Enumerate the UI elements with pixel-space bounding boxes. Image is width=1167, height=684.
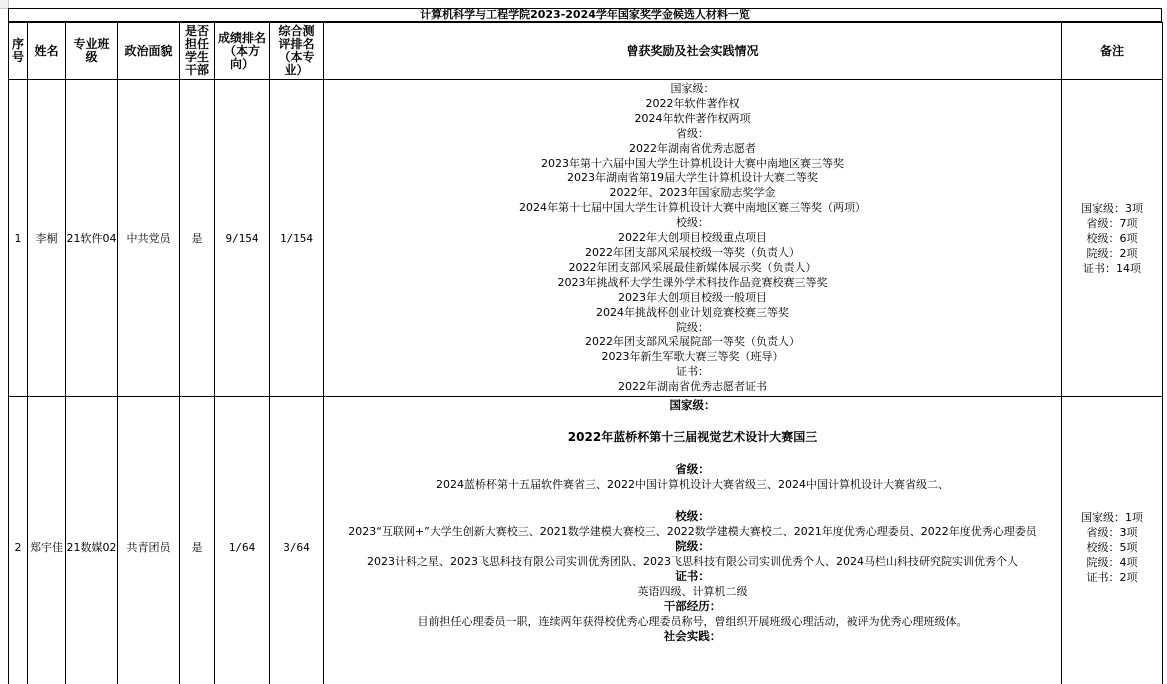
cell-awards[interactable] [324,80,1062,397]
cell-cadre[interactable]: 是 [180,397,215,684]
award-line: 2022年团支部风采展校级一等奖（负责人） [585,245,800,259]
cell-major[interactable]: 21数媒02 [66,397,118,684]
cell-remarks[interactable] [1062,80,1163,397]
award-line: 2023年第十六届中国大学生计算机设计大赛中南地区赛三等奖 [541,156,844,170]
cell-political[interactable]: 中共党员 [118,80,180,397]
award-provincial-item: 2024蓝桥杯第十五届软件赛省三、2022中国计算机设计大赛省级三、2024中国计算机设计大赛省级二、 [436,478,949,491]
remark-line: 证书：14项 [1083,261,1141,275]
award-level-national: 国家级： [669,398,716,412]
cell-name[interactable]: 郑宇佳 [28,397,66,684]
remark-line: 证书：2项 [1086,570,1138,584]
award-line: 2022年软件著作权 [645,96,740,110]
remark-line: 院级：4项 [1086,555,1138,569]
award-line: 省级： [676,126,709,140]
award-line: 2023年新生军歌大赛三等奖（班导） [601,350,784,364]
remark-line: 校级：5项 [1086,540,1138,554]
cell-grade-rank[interactable]: 9/154 [215,80,270,397]
award-line: 校级： [676,216,709,230]
table-row [9,397,1163,684]
cell-name[interactable]: 李桐 [28,80,66,397]
cell-political[interactable]: 共青团员 [118,397,180,684]
header-remarks[interactable]: 备注 [1062,23,1163,80]
award-cert-item: 英语四级、计算机二级 [637,585,748,598]
header-major[interactable]: 专业班 级 [66,23,118,80]
candidate-table [8,22,1163,684]
table-row [9,80,1163,397]
header-row [9,23,1163,80]
award-level-cert: 证书： [675,569,710,583]
award-line: 国家级： [670,82,715,95]
award-line: 2022年团支部风采展最佳新媒体展示奖（负责人） [568,260,817,274]
award-line: 2023年湖南省第19届大学生计算机设计大赛二等奖 [567,171,818,185]
header-cadre[interactable]: 是否 担任 学生 干部 [180,23,215,80]
award-line: 2022年湖南省优秀志愿者 [629,141,756,155]
header-political[interactable]: 政治面貌 [118,23,180,80]
remark-line: 校级：6项 [1086,231,1138,245]
remark-line: 国家级：3项 [1081,201,1143,215]
award-line: 2022年、2023年国家励志奖学金 [609,186,776,200]
header-name[interactable]: 姓名 [28,23,66,80]
cell-awards[interactable] [324,397,1062,684]
remarks-list [1062,510,1162,585]
award-level-college: 院级： [675,539,710,553]
award-cadre-item: 目前担任心理委员一职，连续两年获得校优秀心理委员称号，曾组织开展班级心理活动，被评为优秀心理班级体。 [417,615,968,628]
award-line: 院级： [676,320,709,334]
cell-overall-rank[interactable]: 3/64 [270,397,324,684]
header-grade-rank[interactable]: 成绩排名 （本方 向） [215,23,270,80]
remark-line: 省级：3项 [1086,525,1138,539]
award-level-social: 社会实践： [663,629,722,643]
sheet-title[interactable]: 计算机科学与工程学院2023-2024学年国家奖学金候选人材料一览 [8,8,1162,22]
cell-index[interactable]: 1 [9,80,28,397]
cell-remarks[interactable] [1062,397,1163,684]
award-school-item: 2023“互联网+”大学生创新大赛校三、2021数学建模大赛校三、2022数学建模大赛校二、2021年度优秀心理委员、2022年度优秀心理委员 [348,525,1037,538]
header-overall-rank[interactable]: 综合测 评排名 （本专 业） [270,23,324,80]
award-level-school: 校级： [675,509,710,523]
award-level-provincial: 省级： [675,462,710,476]
award-line: 2024年挑战杯创业计划竞赛校赛三等奖 [596,305,789,319]
remark-line: 省级：7项 [1086,216,1138,230]
award-line: 2023年挑战杯大学生课外学术科技作品竞赛校赛三等奖 [557,275,828,289]
header-awards[interactable]: 曾获奖励及社会实践情况 [324,23,1062,80]
remark-line: 院级：2项 [1086,246,1138,260]
cell-grade-rank[interactable]: 1/64 [215,397,270,684]
award-national-item: 2022年蓝桥杯第十三届视觉艺术设计大赛国三 [567,430,818,444]
award-line: 2022年团支部风采展院部一等奖（负责人） [585,335,800,349]
header-index[interactable]: 序 号 [9,23,28,80]
award-college-item: 2023计科之星、2023飞思科技有限公司实训优秀团队、2023飞思科技有限公司实训优秀个人、2024马栏山科技研究院实训优秀个人 [367,555,1018,568]
remarks-list [1062,201,1162,276]
remark-line: 国家级：1项 [1081,510,1143,524]
award-line: 2024年第十七届中国大学生计算机设计大赛中南地区赛三等奖（两项） [519,201,866,215]
award-line: 2024年软件著作权两项 [634,111,751,125]
cell-cadre[interactable]: 是 [180,80,215,397]
cell-overall-rank[interactable]: 1/154 [270,80,324,397]
award-line: 2023年大创项目校级一般项目 [618,290,767,304]
award-line: 2022年大创项目校级重点项目 [618,231,767,245]
cell-index[interactable]: 2 [9,397,28,684]
cell-major[interactable]: 21软件04 [66,80,118,397]
awards-list [324,80,1061,396]
award-line: 证书： [676,365,709,379]
award-line: 2022年湖南省优秀志愿者证书 [618,380,767,394]
awards-detail [324,397,1061,684]
award-level-cadre: 干部经历： [663,599,722,613]
